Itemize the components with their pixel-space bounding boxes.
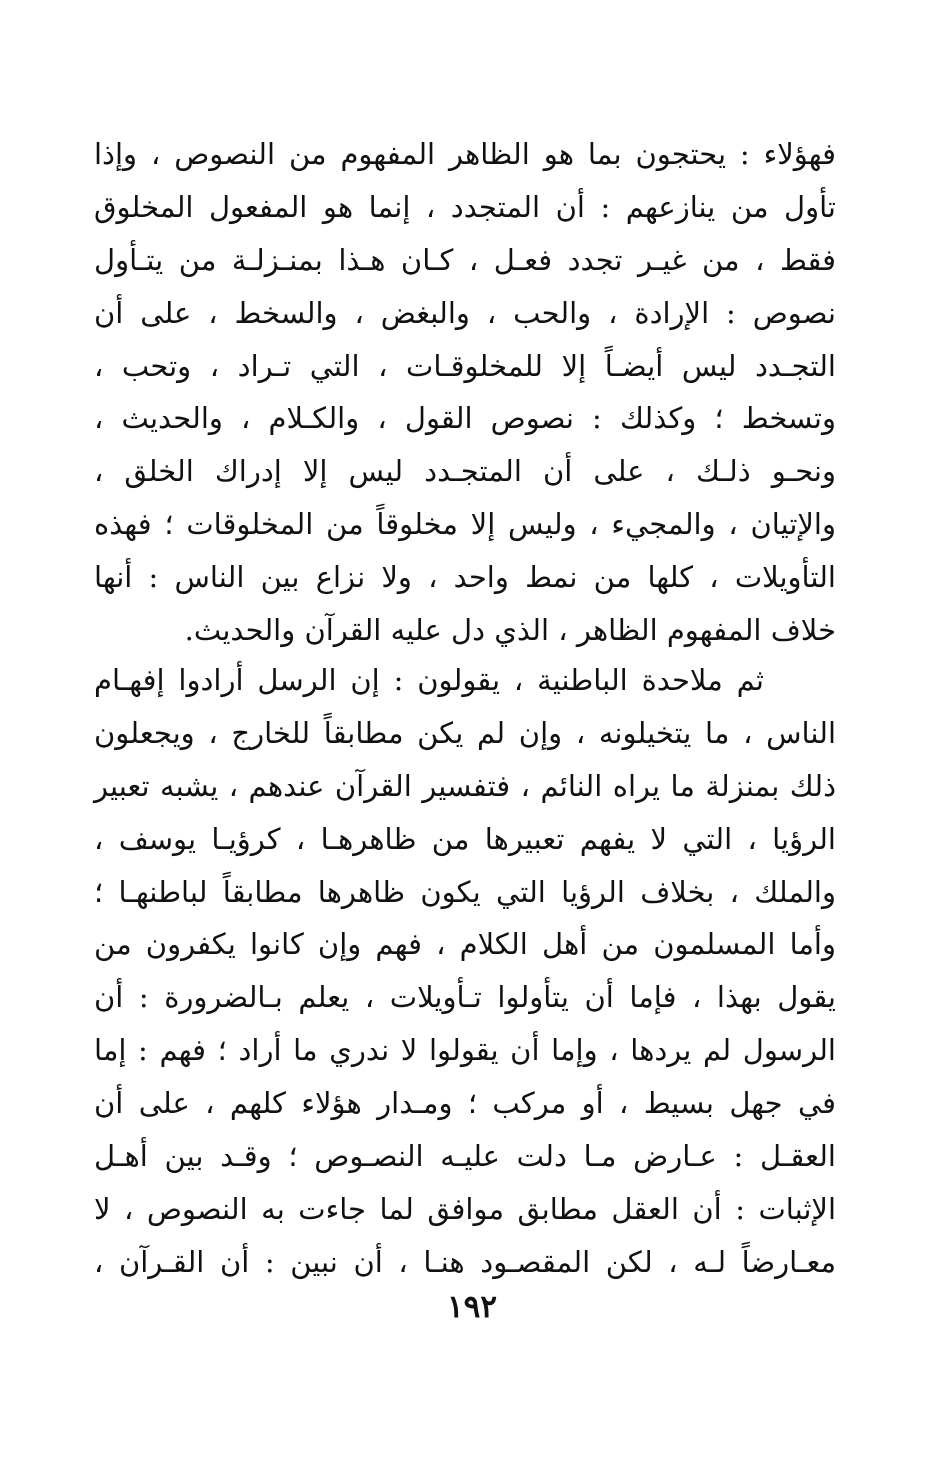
text-line: وتسخط ؛ وكذلك : نصوص القول ، والكـلام ، والحديث ، xyxy=(94,401,836,436)
text-line: فقط ، من غيـر تجدد فعـل ، كـان هـذا بمنـزلـة من يتـأول xyxy=(94,242,836,277)
text-line: الإثبات : أن العقل مطابق موافق لما جاءت به النصوص ، لا xyxy=(94,1191,836,1226)
text-line: في جهل بسيط ، أو مركب ؛ ومـدار هؤلاء كلهم ، على أن xyxy=(94,1086,836,1121)
text-line: خلاف المفهوم الظاهر ، الذي دل عليه القرآن والحديث. xyxy=(184,613,836,648)
text-line: معـارضاً لـه ، لكن المقصـود هنـا ، أن نبين : أن القـرآن ، xyxy=(94,1244,836,1279)
paragraph-1 xyxy=(94,128,836,657)
text-line: فهؤلاء : يحتجون بما هو الظاهر المفهوم من النصوص ، وإذا xyxy=(94,137,836,171)
text-line: ونحـو ذلـك ، على أن المتجـدد ليس إلا إدراك الخلق ، xyxy=(94,454,836,489)
text-line: تأول من ينازعهم : أن المتجدد ، إنما هو المفعول المخلوق xyxy=(94,189,836,224)
text-line: يقول بهذا ، فإما أن يتأولوا تـأويلات ، يعلم بـالضرورة : أن xyxy=(94,980,836,1015)
text-line: الناس ، ما يتخيلونه ، وإن لم يكن مطابقاً للخارج ، ويجعلون xyxy=(94,715,836,750)
text-line: ذلك بمنزلة ما يراه النائم ، فتفسير القرآن عندهم ، يشبه تعبير xyxy=(94,768,836,803)
text-line: الرسول لم يردها ، وإما أن يقولوا لا ندري ما أراد ؛ فهم : إما xyxy=(94,1033,836,1068)
text-line: والملك ، بخلاف الرؤيا التي يكون ظاهرها مطابقاً لباطنهـا ؛ xyxy=(94,874,836,909)
text-line: التأويلات ، كلها من نمط واحد ، ولا نزاع بين الناس : أنها xyxy=(94,560,836,595)
page-number: ١٩٢ xyxy=(447,1289,497,1325)
text-line: التجـدد ليس أيضـاً إلا للمخلوقـات ، التي تـراد ، وتحب ، xyxy=(94,348,836,383)
text-line: وأما المسلمون من أهل الكلام ، فهم وإن كانوا يكفرون من xyxy=(94,927,836,962)
text-line: العقـل : عـارض مـا دلت عليـه النصـوص ؛ وقـد بين أهـل xyxy=(94,1139,836,1174)
text-line: ثم ملاحدة الباطنية ، يقولون : إن الرسل أرادوا إفهـام xyxy=(94,663,764,697)
paragraph-2 xyxy=(94,654,836,1289)
text-line: نصوص : الإرادة ، والحب ، والبغض ، والسخط ، على أن xyxy=(94,295,836,330)
text-line: والإتيان ، والمجيء ، وليس إلا مخلوقاً من المخلوقات ؛ فهذه xyxy=(94,507,836,542)
text-line: الرؤيا ، التي لا يفهم تعبيرها من ظاهرهـا ، كرؤيـا يوسف ، xyxy=(94,821,836,856)
